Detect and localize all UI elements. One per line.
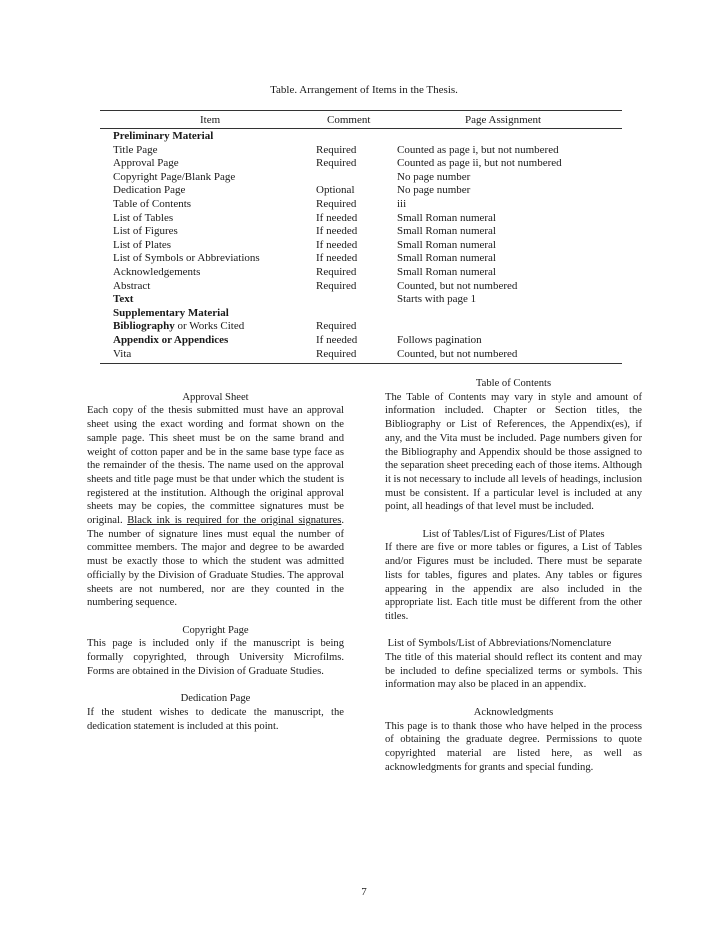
row-item: List of Tables — [113, 211, 174, 224]
table-row — [100, 334, 622, 348]
row-assignment: iii — [397, 197, 407, 210]
table-row — [100, 144, 622, 158]
row-item: Preliminary Material — [113, 130, 214, 142]
row-item: Abstract — [113, 279, 151, 292]
header-item: Item — [200, 114, 221, 126]
row-item: Text — [113, 293, 134, 306]
dedication-page-title: Dedication Page — [180, 693, 251, 705]
row-item: List of Symbols or Abbreviations — [113, 252, 260, 265]
approval-sheet-title: Approval Sheet — [182, 391, 249, 403]
row-assignment: Small Roman numeral — [397, 265, 496, 278]
dedication-page-text: If the student wishes to dedicate the manuscript, the dedication statement is included at this point. — [87, 706, 344, 732]
row-comment: Required — [316, 265, 357, 278]
toc-title: Table of Contents — [475, 378, 552, 389]
row-comment: Required — [316, 157, 357, 170]
row-comment: If needed — [316, 252, 358, 265]
row-assignment: No page number — [397, 184, 471, 197]
approval-text-part1: Each copy of the thesis submitted must have an approval sheet using the exact wording and format shown on the sample page. This sheet must be on the same brand and weight of cotton paper and be in the same base type face as the remainder of the thesis. The name used on the approval sheets and title page must be that under which the student is registered at the institution. Although the original approval sheets may be copies, the committee signatures must be original. — [87, 405, 344, 527]
table-row — [100, 348, 622, 362]
symbols-title: List of Symbols/List of Abbreviations/Nomenclature — [385, 638, 612, 650]
table-row — [100, 239, 622, 253]
header-comment: Comment — [327, 114, 371, 126]
row-item — [113, 320, 244, 334]
header-page-assignment: Page Assignment — [465, 114, 542, 126]
row-comment: Required — [316, 320, 357, 333]
row-assignment: No page number — [397, 170, 471, 183]
row-item: Dedication Page — [113, 184, 186, 197]
table-row — [100, 157, 622, 171]
table-row — [100, 225, 622, 239]
row-comment: Required — [316, 197, 357, 210]
table-row — [100, 184, 622, 198]
copyright-page-title: Copyright Page — [182, 624, 249, 636]
row-comment: If needed — [316, 238, 358, 251]
table-body — [100, 129, 622, 363]
approval-sheet-text — [87, 404, 344, 610]
table-row — [100, 171, 622, 185]
table-row — [100, 307, 622, 321]
row-comment: If needed — [316, 225, 358, 238]
row-comment: Required — [316, 143, 357, 156]
row-assignment: Small Roman numeral — [397, 211, 496, 224]
table-row — [100, 320, 622, 334]
row-comment: Optional — [316, 184, 355, 197]
row-item: Copyright Page/Blank Page — [113, 170, 236, 183]
table-caption: Table. Arrangement of Items in the Thesis. — [270, 84, 458, 96]
table-row — [100, 252, 622, 266]
lists-text: If there are five or more tables or figures, a List of Tables and/or Figures must be included. There must be separate lists for tables, figures and plates. Any tables or figures appearing in the appendix are also included in the appropriate list. Each title must be different from the other titles. — [385, 542, 642, 622]
page-number: 7 — [361, 886, 367, 898]
row-item-bold: Bibliography — [113, 320, 175, 333]
row-item: List of Plates — [113, 238, 172, 251]
table-row — [100, 280, 622, 294]
table-header — [100, 111, 622, 129]
row-assignment: Counted as page i, but not numbered — [397, 143, 559, 156]
row-comment: Required — [316, 347, 357, 360]
lists-title: List of Tables/List of Figures/List of Plates — [422, 528, 605, 540]
row-comment: Required — [316, 279, 357, 292]
approval-underlined-text: Black ink is required for the original signatures — [127, 515, 342, 527]
row-assignment: Small Roman numeral — [397, 225, 496, 238]
left-column — [87, 377, 344, 733]
arrangement-table — [100, 110, 622, 364]
symbols-text: The title of this material should reflect its content and may be included to define specialized terms or symbols. This information may also be placed in an appendix. — [385, 652, 642, 691]
row-assignment: Counted as page ii, but not numbered — [397, 157, 562, 170]
row-comment: If needed — [316, 333, 358, 346]
table-row — [100, 293, 622, 307]
table-row — [100, 266, 622, 280]
table-row — [100, 212, 622, 226]
row-assignment: Small Roman numeral — [397, 238, 496, 251]
row-item-rest: or Works Cited — [174, 320, 245, 333]
row-item: Approval Page — [113, 157, 179, 170]
right-column — [385, 377, 642, 774]
acknowledgments-text: This page is to thank those who have helped in the process of obtaining the graduate degree. Permissions to quote copyrighted material are listed here, as well as acknowledgments for grants and special funding. — [385, 720, 642, 773]
toc-text: The Table of Contents may vary in style and amount of information included. Chapter or Section titles, the Bibliography or List of References, the Appendix(es), if any, and the Vita must be included. Page numbers given for the Bibliography and Appendix should be those assigned to the separation sheet preceding each of those items. Although it is not necessary to include all levels of headings, inclusion must be consistent. If a particular level is included at any point, all headings of that level must be included. — [385, 391, 642, 513]
row-assignment: Counted, but not numbered — [397, 347, 518, 360]
row-item: Appendix or Appendices — [113, 333, 229, 346]
row-assignment: Starts with page 1 — [397, 293, 477, 306]
row-item: Title Page — [113, 143, 158, 156]
row-item: Supplementary Material — [113, 306, 229, 319]
row-item: Vita — [113, 347, 132, 360]
row-assignment: Small Roman numeral — [397, 252, 496, 265]
row-comment: If needed — [316, 211, 358, 224]
copyright-page-text: This page is included only if the manuscript is being formally copyrighted, through University Microfilms. Forms are obtained in the Division of Graduate Studies. — [87, 638, 344, 677]
row-assignment: Follows pagination — [397, 333, 482, 346]
row-item: Table of Contents — [113, 197, 192, 210]
table-row — [100, 198, 622, 212]
row-item: List of Figures — [113, 225, 178, 238]
table-row — [100, 130, 622, 144]
row-item: Acknowledgements — [113, 265, 201, 278]
acknowledgments-title: Acknowledgments — [473, 706, 554, 718]
approval-text-part2: . The number of signature lines must equal the number of committee members. The major and degree to be awarded must be exactly those to which the student was admitted officially by the Division of Graduate Studies. The approval sheets are not numbered, nor are they counted in the numbering sequence. — [87, 515, 344, 609]
row-assignment: Counted, but not numbered — [397, 279, 518, 292]
